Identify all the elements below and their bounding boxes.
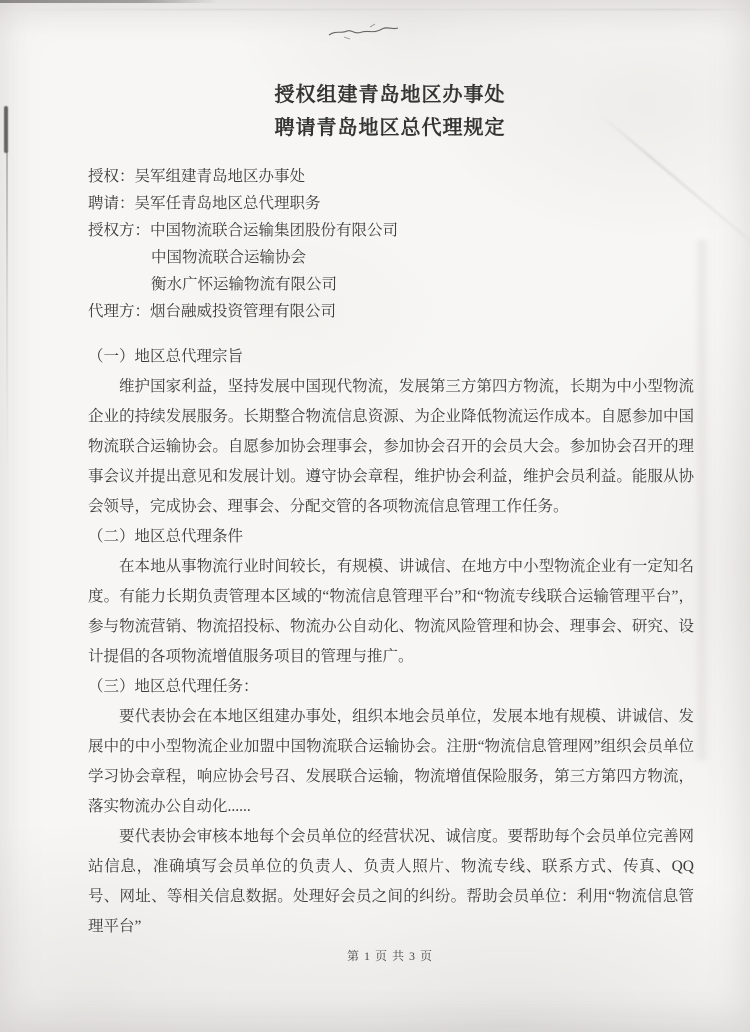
page-number-footer: 第 1 页 共 3 页 <box>346 949 433 963</box>
info-line-agent: 代理方：烟台融威投资管理有限公司 <box>88 303 337 320</box>
section-1-paragraph: 维护国家利益，坚持发展中国现代物流，发展第三方第四方物流，长期为中小型物流企业的持续发展服务。长期整合物流信息资源、为企业降低物流运作成本。自愿参加中国物流联合运输协会。自愿参加协会理事会，参加协会召开的会员大会。参加协会召开的理事会议并提出意见和发展计划。遵守协会章程，维护协会利益，维护会员利益。能服从协会领导，完成协会、理事会、分配交管的各项物流信息管理工作任务。 <box>88 378 694 515</box>
section-2-heading: （二）地区总代理条件 <box>88 528 244 545</box>
section-1-heading: （一）地区总代理宗旨 <box>88 348 244 365</box>
section-3-heading: （三）地区总代理任务： <box>88 678 259 695</box>
document-title <box>88 79 692 145</box>
info-line-authorizer-3: 衡水广怀运输物流有限公司 <box>151 276 338 293</box>
info-line-authorizer: 授权方：中国物流联合运输集团股份有限公司 <box>88 222 399 239</box>
section-3-paragraph-1: 要代表协会在本地区组建办事处，组织本地会员单位，发展本地有规模、讲诚信、发展中的中小型物流企业加盟中国物流联合运输协会。注册“物流信息管理网”组织会员单位学习协会章程，响应协会号召、发展联合运输，物流增值保险服务，第三方第四方物流，落实物流办公自动化...... <box>88 708 694 815</box>
authorization-info <box>88 163 692 325</box>
title-line-1: 授权组建青岛地区办事处 <box>274 84 506 106</box>
document-body <box>88 342 694 942</box>
section-2-paragraph: 在本地从事物流行业时间较长，有规模、讲诚信、在地方中小型物流企业有一定知名度。有能力长期负责管理本区域的“物流信息管理平台”和“物流专线联合运输管理平台”，参与物流营销、物流招投标、物流办公自动化、物流风险管理和协会、理事会、研究、设计提倡的各项物流增值服务项目的管理与推广。 <box>88 558 694 665</box>
info-line-authorizer-2: 中国物流联合运输协会 <box>151 249 307 266</box>
info-line-authorize: 授权：吴军组建青岛地区办事处 <box>88 168 306 185</box>
info-line-appoint: 聘请：吴军任青岛地区总代理职务 <box>88 195 321 212</box>
title-line-2: 聘请青岛地区总代理规定 <box>274 117 506 139</box>
section-3-paragraph-2: 要代表协会审核本地每个会员单位的经营状况、诚信度。要帮助每个会员单位完善网站信息，准确填写会员单位的负责人、负责人照片、物流专线、联系方式、传真、QQ 号、网址、等相关信息数据。处理好会员之间的纠纷。帮助会员单位：利用“物流信息管理平台” <box>88 828 694 935</box>
